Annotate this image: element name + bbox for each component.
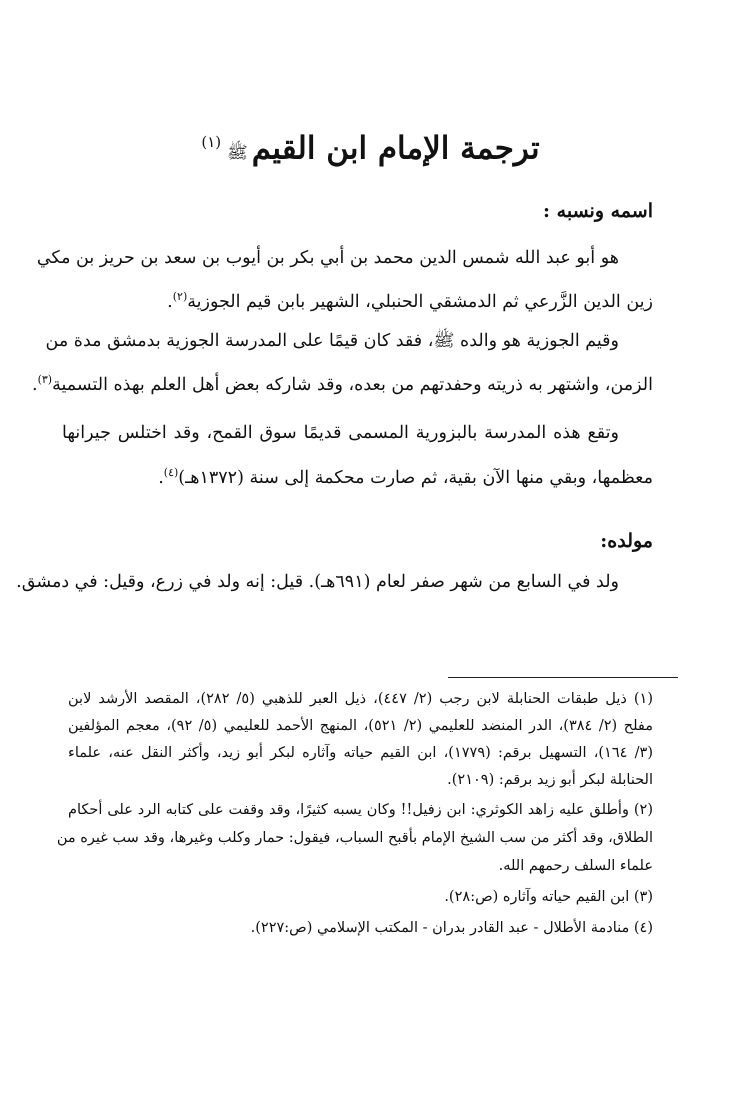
footnote-line: (٣/ ١٦٤)، التسهيل برقم: (١٧٧٩)، ابن القيم حياته وآثاره لبكر أبو زيد، وأكثر النقل عنه، علماء (68, 745, 653, 761)
footnote-line: الحنابلة لبكر أبو زيد برقم: (٢١٠٩). (447, 772, 653, 788)
footnote-line: (١) ذيل طبقات الحنابلة لابن رجب (٢/ ٤٤٧)، ذيل العبر للذهبي (٥/ ٢٨٢)، المقصد الأرشد لابن (68, 691, 653, 707)
page-title (60, 118, 681, 177)
title-footnote-ref: (١) (201, 133, 222, 151)
footnote-ref: (٢) (172, 290, 188, 303)
paragraph-line: هو أبو عبد الله شمس الدين محمد بن أبي بكر بن أيوب بن سعد بن حريز بن مكي (36, 248, 619, 268)
period: . (31, 374, 38, 395)
paragraph-line (31, 365, 653, 400)
footnote-line: (٣) ابن القيم حياته وآثاره (ص:٢٨). (444, 889, 653, 905)
paragraph-line (62, 458, 653, 493)
paragraph-line-text: زين الدين الزَّرعي ثم الدمشقي الحنبلي، الشهير بابن قيم الجوزية (187, 291, 653, 312)
paragraph-line-text: معظمها، وبقي منها الآن بقية، ثم صارت محكمة إلى سنة (١٣٧٢هـ) (178, 467, 653, 488)
paragraph-line (62, 282, 653, 317)
footnote-line: (٤) منادمة الأطلال - عبد القادر بدران - المكتب الإسلامي (ص:٢٢٧). (250, 920, 653, 936)
period: . (158, 467, 164, 488)
footnote-line: (٢) وأطلق عليه زاهد الكوثري: ابن زفيل!! وكان يسبه كثيرًا، وقد وقفت على كتابه الرد على أحكام (68, 802, 653, 818)
paragraph-line: وتقع هذه المدرسة بالبزورية المسمى قديمًا سوق القمح، وقد اختلس جيرانها (62, 423, 619, 443)
section-heading-name: اسمه ونسبه : (543, 200, 653, 222)
footnote-line: مفلح (٢/ ٣٨٤)، الدر المنضد للعليمي (٢/ ٥٢١)، المنهج الأحمد للعليمي (٥/ ٩٢)، معجم المؤلفين (68, 718, 653, 734)
title-text: ترجمة الإمام ابن القيم (251, 130, 540, 167)
footnote-line: الطلاق، وقد أكثر من سب الشيخ الإمام بأقبح السباب، فيقول: حمار وكلب وغيرها، وقد سب غيره من (56, 830, 653, 846)
paragraph-line-text: الزمن، واشتهر به ذريته وحفدتهم من بعده، وقد شاركه بعض أهل العلم بهذه التسمية (52, 374, 653, 395)
honorific-mark: ﷺ (227, 143, 248, 164)
footnote-line: علماء السلف رحمهم الله. (498, 858, 653, 874)
paragraph-line: ولد في السابع من شهر صفر لعام (٦٩١هـ). قيل: إنه ولد في زرع، وقيل: في دمشق. (16, 572, 619, 592)
footnote-ref: (٣) (37, 373, 53, 386)
section-heading-birth: مولده: (600, 530, 653, 552)
footnote-divider (448, 677, 678, 678)
footnote-ref: (٤) (163, 466, 179, 479)
period: . (167, 291, 173, 312)
paragraph-line: وقيم الجوزية هو والده ﷺ، فقد كان قيمًا على المدرسة الجوزية بدمشق مدة من (45, 331, 619, 351)
